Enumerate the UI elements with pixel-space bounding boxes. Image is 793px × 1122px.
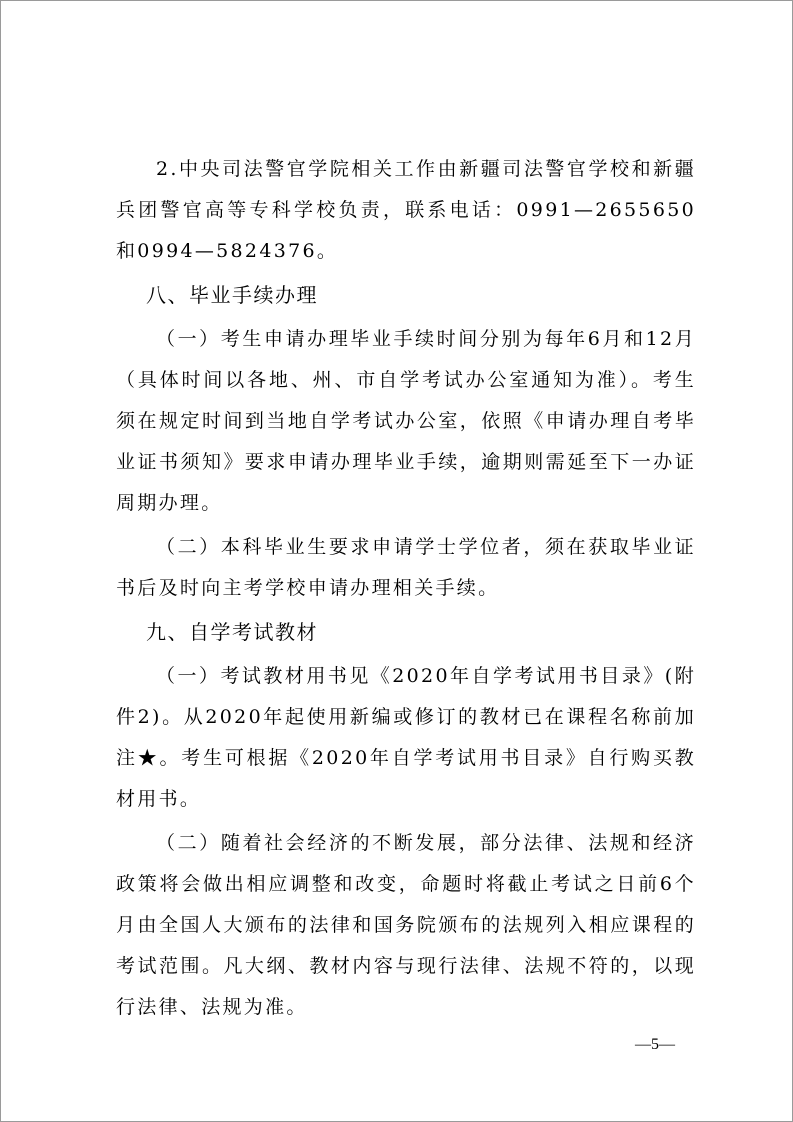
paragraph-graduation-2: （二）本科毕业生要求申请学士学位者，须在获取毕业证书后及时向主考学校申请办理相关手续。 [116,536,696,599]
paragraph-textbooks-2: （二）随着社会经济的不断发展，部分法律、法规和经济政策将会做出相应调整和改变，命题时将截止考试之日前6个月由全国人大颁布的法律和国务院颁布的法规列入相应课程的考试范围。凡大纲、教材内容与现行法律、法规不符的，以现行法律、法规为准。 [116,832,696,1018]
paragraph-textbooks-1: （一）考试教材用书见《2020年自学考试用书目录》(附件2)。从2020年起使用新编或修订的教材已在课程名称前加注★。考生可根据《2020年自学考试用书目录》自行购买教材用书。 [116,665,696,810]
paragraph-contact: 2.中央司法警官学院相关工作由新疆司法警官学校和新疆兵团警官高等专科学校负责，联系电话：0991—2655650和0994—5824376。 [116,158,696,262]
heading-graduation: 八、毕业手续办理 [146,283,318,307]
heading-textbooks: 九、自学考试教材 [146,620,318,644]
page-number: —5— [635,1036,675,1053]
document-body [116,149,696,1028]
paragraph-graduation-1: （一）考生申请办理毕业手续时间分别为每年6月和12月（具体时间以各地、州、市自学考试办公室通知为准）。考生须在规定时间到当地自学考试办公室，依照《申请办理自考毕业证书须知》要求申请办理毕业手续，逾期则需延至下一办证周期办理。 [116,328,696,514]
